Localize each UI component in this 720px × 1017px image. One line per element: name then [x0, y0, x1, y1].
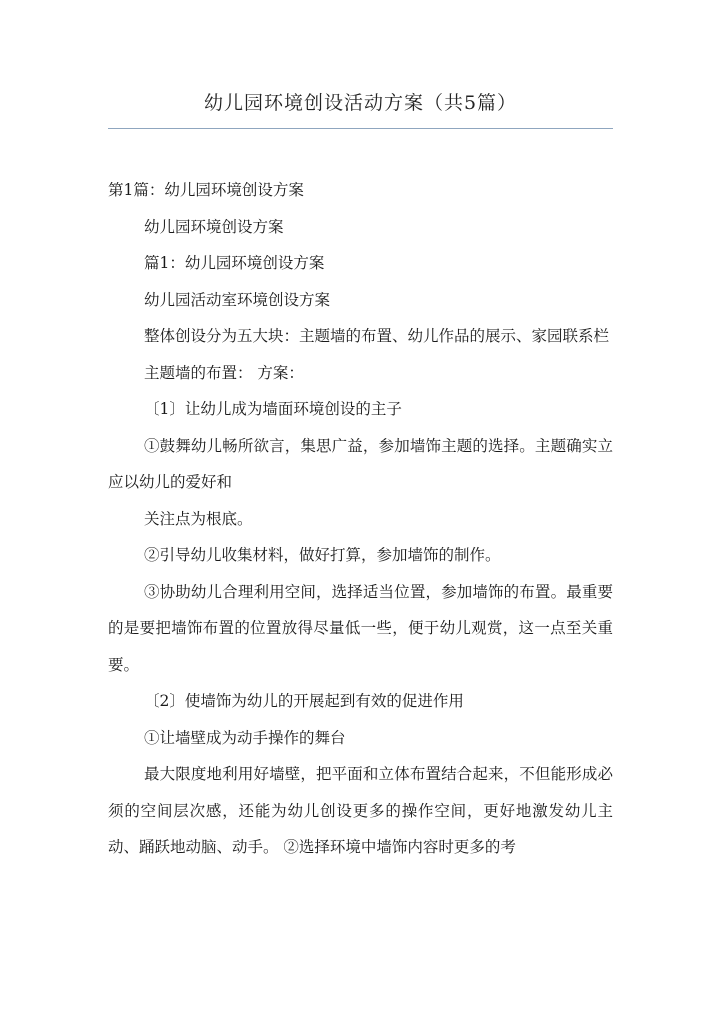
paragraph-part-heading: 篇1：幼儿园环境创设方案 [144, 254, 325, 272]
paragraph-point-2-a: ①让墙壁成为动手操作的舞台 [144, 728, 346, 747]
paragraph-point-1: 〔1〕让幼儿成为墙面环境创设的主子 [144, 400, 402, 418]
paragraph-wall-heading: 主题墙的布置： 方案： [144, 363, 304, 382]
paragraph-plan-title: 幼儿园活动室环境创设方案 [144, 290, 331, 309]
paragraph-overview: 整体创设分为五大块：主题墙的布置、幼儿作品的展示、家园联系栏 [144, 327, 610, 345]
document-body [108, 172, 613, 866]
paragraph-point-1-b: ②引导幼儿收集材料，做好打算，参加墙饰的制作。 [144, 546, 501, 564]
paragraph-point-2-a-body: 最大限度地利用好墙壁，把平面和立体布置结合起来，不但能形成必须的空间层次感，还能为幼儿创设更多的操作空间，更好地激发幼儿主动、踊跃地动脑、动手。 ②选择环境中墙饰内容时更多的考 [108, 765, 613, 856]
paragraph-subtitle: 幼儿园环境创设方案 [144, 217, 284, 236]
paragraph-section-heading: 第1篇：幼儿园环境创设方案 [108, 181, 304, 199]
paragraph-point-2: 〔2〕使墙饰为幼儿的开展起到有效的促进作用 [144, 692, 464, 710]
paragraph-point-1-a: ①鼓舞幼儿畅所欲言，集思广益，参加墙饰主题的选择。主题确实立应以幼儿的爱好和 [108, 436, 613, 491]
paragraph-point-1-a-cont: 关注点为根底。 [144, 509, 253, 528]
paragraph-point-1-c: ③协助幼儿合理利用空间，选择适当位置，参加墙饰的布置。最重要的是要把墙饰布置的位置放得尽量低一些，便于幼儿观赏，这一点至关重要。 [108, 582, 613, 674]
title-divider [108, 128, 613, 129]
document-title: 幼儿园环境创设活动方案（共5篇） [203, 92, 518, 114]
